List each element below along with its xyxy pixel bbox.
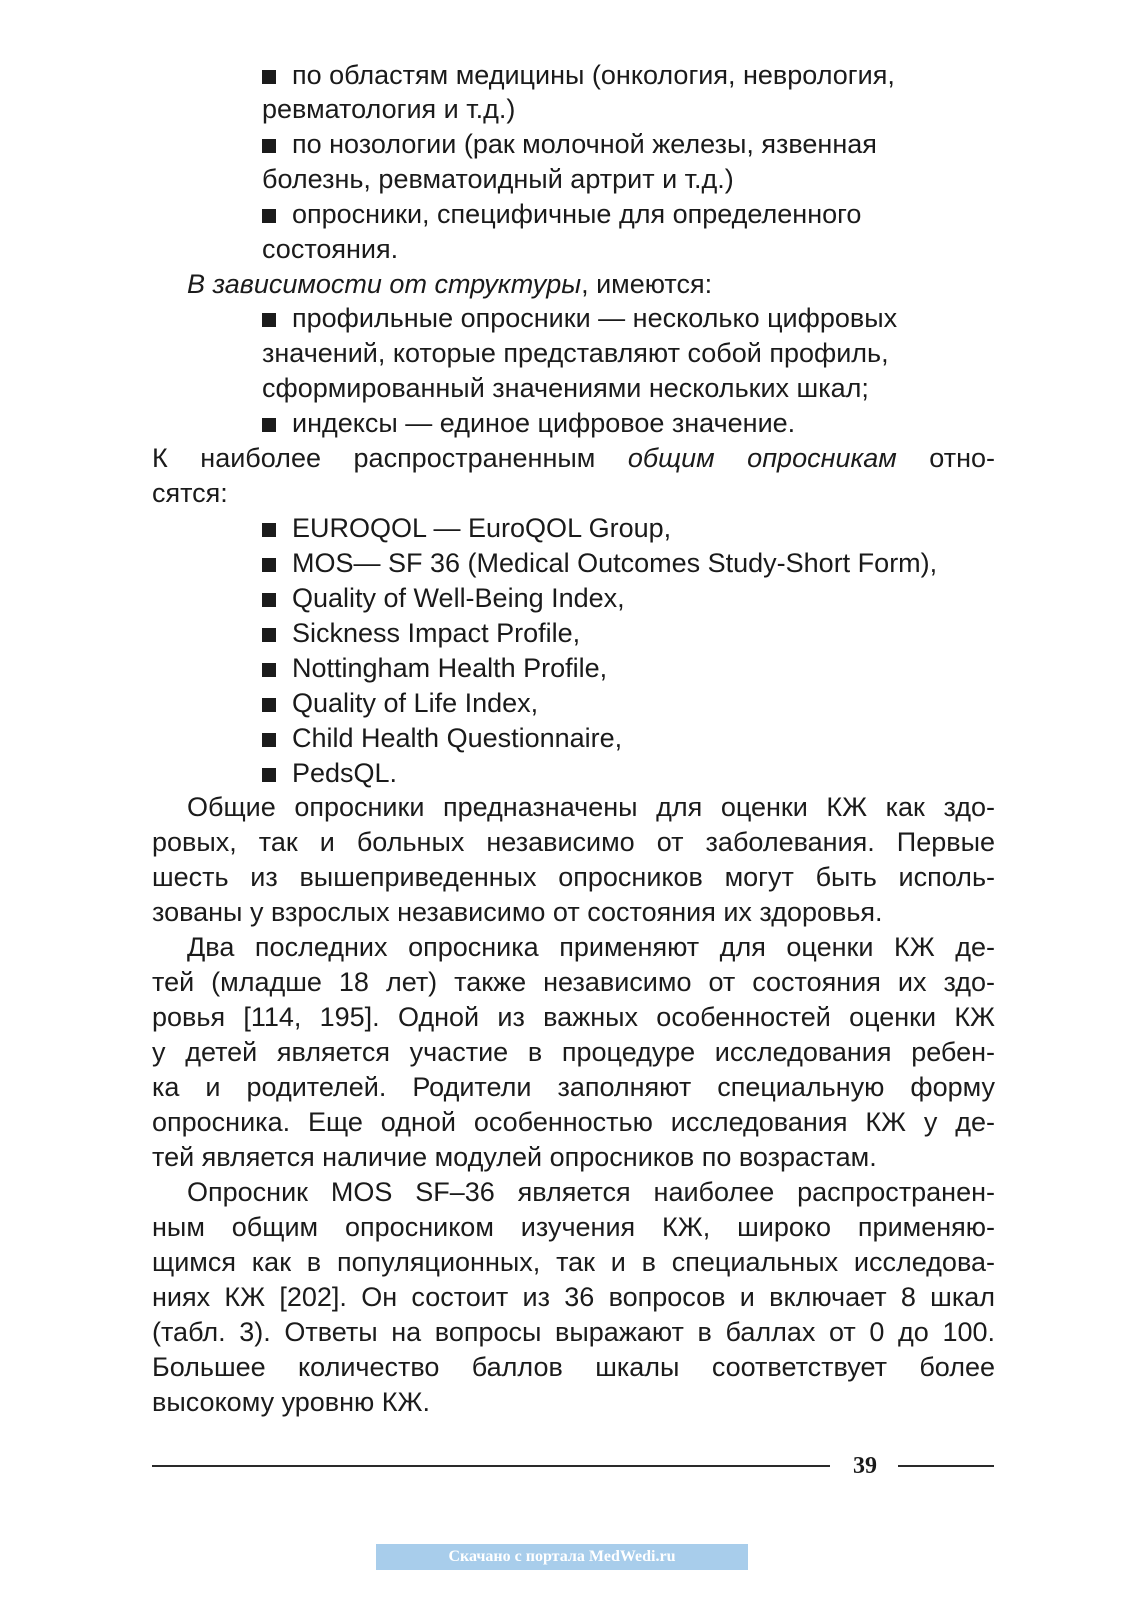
questionnaire-name: Sickness Impact Profile, <box>292 618 581 648</box>
paragraph-line: ниях КЖ [202]. Он состоит из 36 вопросов и включает 8 шкал <box>152 1282 995 1312</box>
list-item-continuation: болезнь, ревматоидный артрит и т.д.) <box>262 164 734 194</box>
structure-intro <box>187 267 712 301</box>
list-item-text: индексы — единое цифровое значение. <box>292 408 796 438</box>
questionnaire-name: EUROQOL — EuroQOL Group, <box>292 513 672 543</box>
general-intro-italic: общим опросникам <box>627 443 897 473</box>
bullet-square-icon <box>262 70 276 84</box>
paragraph-line: ка и родителей. Родители заполняют специальную форму <box>152 1072 995 1102</box>
questionnaire-name: Quality of Life Index, <box>292 688 539 718</box>
list-item-text: по нозологии (рак молочной железы, язвенная <box>292 129 877 159</box>
questionnaire-name: Child Health Questionnaire, <box>292 723 623 753</box>
paragraph-line: (табл. 3). Ответы на вопросы выражают в баллах от 0 до 100. <box>152 1317 995 1347</box>
list-item <box>262 197 861 231</box>
list-item <box>262 406 795 440</box>
questionnaire-name: Quality of Well-Being Index, <box>292 583 625 613</box>
general-intro-continuation: сятся: <box>152 478 228 508</box>
bullet-square-icon <box>262 663 276 677</box>
bullet-square-icon <box>262 628 276 642</box>
list-item <box>262 127 877 161</box>
bullet-square-icon <box>262 768 276 782</box>
bullet-square-icon <box>262 558 276 572</box>
paragraph-line: Опросник MOS SF–36 является наиболее распространен- <box>187 1177 995 1207</box>
general-intro-after: отно- <box>896 443 996 473</box>
general-intro <box>152 441 995 475</box>
structure-intro-rest: , имеются: <box>581 269 713 299</box>
list-item-text: опросники, специфичные для определенного <box>292 199 862 229</box>
bullet-square-icon <box>262 698 276 712</box>
list-item-continuation: ревматология и т.д.) <box>262 94 516 124</box>
paragraph-line: тей является наличие модулей опросников по возрастам. <box>152 1142 877 1172</box>
questionnaire-item <box>262 581 625 615</box>
questionnaire-item <box>262 721 622 755</box>
paragraph-line: шесть из вышеприведенных опросников могут быть исполь- <box>152 862 995 892</box>
list-item-continuation: состояния. <box>262 234 399 264</box>
bullet-square-icon <box>262 523 276 537</box>
questionnaire-item <box>262 686 538 720</box>
questionnaire-item <box>262 511 671 545</box>
bullet-square-icon <box>262 733 276 747</box>
questionnaire-item <box>262 756 397 790</box>
general-intro-before: К наиболее распространенным <box>152 443 628 473</box>
paragraph-line: у детей является участие в процедуре исследования ребен- <box>152 1037 995 1067</box>
bullet-square-icon <box>262 418 276 432</box>
paragraph-line: тей (младше 18 лет) также независимо от состояния их здо- <box>152 967 995 997</box>
paragraph-line: ным общим опросником изучения КЖ, широко применяю- <box>152 1212 995 1242</box>
list-item <box>262 301 897 335</box>
footer-rule-left <box>152 1465 830 1467</box>
paragraph-line: опросника. Еще одной особенностью исследования КЖ у де- <box>152 1107 995 1137</box>
bullet-square-icon <box>262 209 276 223</box>
paragraph-line: Общие опросники предназначены для оценки КЖ как здо- <box>187 792 995 822</box>
bullet-square-icon <box>262 139 276 153</box>
list-item <box>262 58 895 92</box>
questionnaire-item <box>262 651 607 685</box>
questionnaire-name: MOS— SF 36 (Medical Outcomes Study-Short Form), <box>292 548 938 578</box>
paragraph-line: Два последних опросника применяют для оценки КЖ де- <box>187 932 995 962</box>
paragraph-line: высокому уровню КЖ. <box>152 1387 430 1417</box>
paragraph-line: ровья [114, 195]. Одной из важных особенностей оценки КЖ <box>152 1002 995 1032</box>
page-number: 39 <box>853 1453 877 1479</box>
list-item-continuation: значений, которые представляют собой профиль, <box>262 338 889 368</box>
bullet-square-icon <box>262 593 276 607</box>
paragraph-line: ровых, так и больных независимо от заболевания. Первые <box>152 827 995 857</box>
list-item-text: профильные опросники — несколько цифровых <box>292 303 898 333</box>
questionnaire-name: Nottingham Health Profile, <box>292 653 608 683</box>
list-item-continuation: сформированный значениями нескольких шкал; <box>262 373 869 403</box>
footer-rule-right <box>898 1465 994 1467</box>
questionnaire-item <box>262 546 937 580</box>
list-item-text: по областям медицины (онкология, неврология, <box>292 60 895 90</box>
questionnaire-item <box>262 616 580 650</box>
questionnaire-name: PedsQL. <box>292 758 398 788</box>
structure-intro-italic: В зависимости от структуры <box>187 269 582 299</box>
watermark-text: Скачано с портала MedWedi.ru <box>448 1548 676 1565</box>
paragraph-line: зованы у взрослых независимо от состояния их здоровья. <box>152 897 883 927</box>
paragraph-line: Большее количество баллов шкалы соответствует более <box>152 1352 995 1382</box>
download-watermark-banner <box>376 1544 748 1570</box>
paragraph-line: щимся как в популяционных, так и в специальных исследова- <box>152 1247 995 1277</box>
bullet-square-icon <box>262 313 276 327</box>
